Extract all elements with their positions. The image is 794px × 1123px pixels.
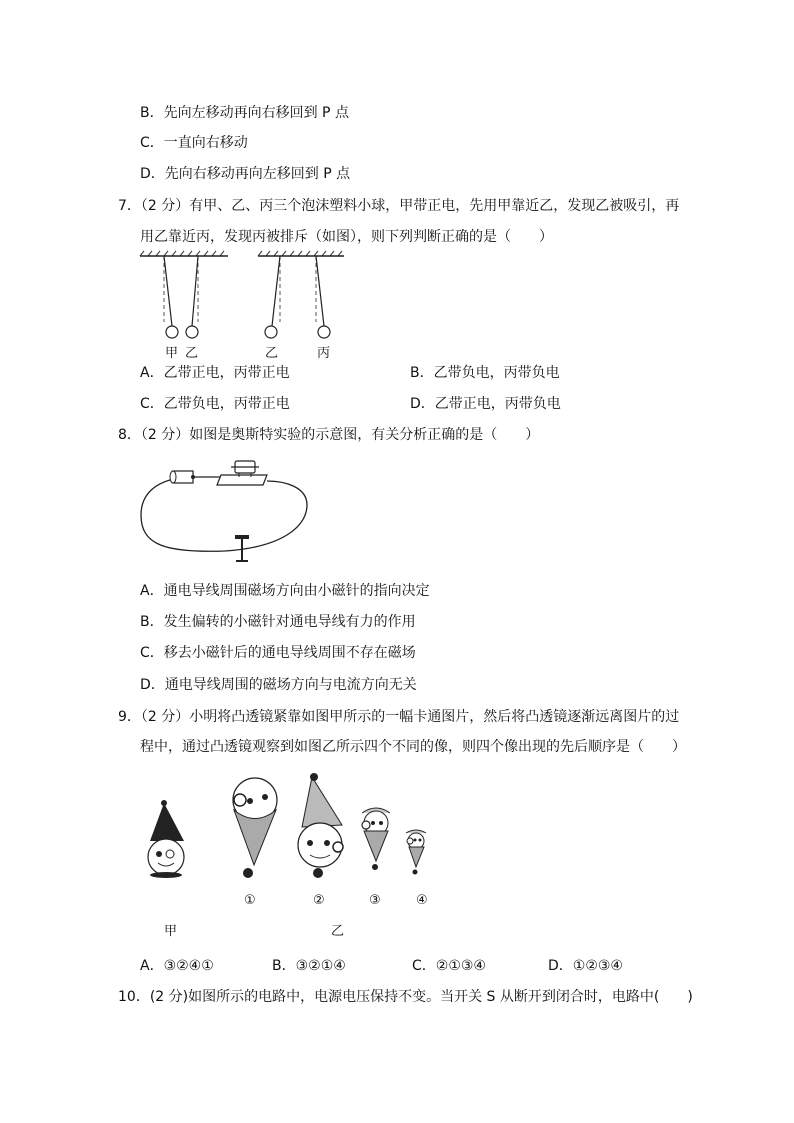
image-3 <box>362 808 390 870</box>
q7-option-b: B．乙带负电，丙带负电 <box>410 365 560 381</box>
ball-yi-right <box>265 326 277 338</box>
left-support <box>140 251 228 338</box>
q9-cartoon-figure <box>130 765 450 885</box>
q9-stem-line2: 程中，通过凸透镜观察到如图乙所示四个不同的像，则四个像出现的先后顺序是（ ） <box>140 739 686 755</box>
ball-bing <box>318 326 330 338</box>
label-yi-2: 乙 <box>265 346 279 361</box>
q9-option-b: B．③②①④ <box>272 958 346 974</box>
num-1: ① <box>244 893 256 908</box>
q6-option-b: B．先向左移动再向右移回到 P 点 <box>140 105 349 121</box>
num-2: ② <box>313 893 325 908</box>
right-support <box>258 251 344 338</box>
q6-option-c: C．一直向右移动 <box>140 135 248 151</box>
q6-option-d: D．先向右移动再向左移回到 P 点 <box>140 166 351 182</box>
num-4: ④ <box>416 893 428 908</box>
q8-option-a: A．通电导线周围磁场方向由小磁针的指向决定 <box>140 583 430 599</box>
image-2 <box>298 773 343 878</box>
ball-yi-left <box>186 326 198 338</box>
q8-option-d: D．通电导线周围的磁场方向与电流方向无关 <box>140 677 417 693</box>
cartoon-original <box>148 800 184 878</box>
label-bing: 丙 <box>317 346 331 361</box>
label-jia-figure: 甲 <box>164 924 178 939</box>
q9-option-a: A．③②④① <box>140 958 214 974</box>
q7-option-c: C．乙带负电，丙带正电 <box>140 396 290 412</box>
q9-option-c: C．②①③④ <box>412 958 486 974</box>
oersted-experiment-figure <box>135 455 315 570</box>
image-4 <box>406 830 426 875</box>
q8-option-b: B．发生偏转的小磁针对通电导线有力的作用 <box>140 614 416 630</box>
image-1 <box>233 778 277 878</box>
q9-option-d: D．①②③④ <box>548 958 623 974</box>
q7-stem-line2: 用乙靠近丙，发现丙被排斥（如图），则下列判断正确的是（ ） <box>140 229 553 245</box>
q7-option-a: A．乙带正电，丙带正电 <box>140 365 290 381</box>
label-jia: 甲 <box>165 346 179 361</box>
ball-jia <box>166 326 178 338</box>
switch-icon <box>217 461 267 485</box>
q8-stem: 8．（2 分）如图是奥斯特实验的示意图，有关分析正确的是（ ） <box>118 427 540 443</box>
q10-stem: 10．(2 分)如图所示的电路中，电源电压保持不变。当开关 S 从断开到闭合时，电路中( ) <box>118 989 693 1005</box>
q8-option-c: C．移去小磁针后的通电导线周围不存在磁场 <box>140 645 416 661</box>
label-yi-figure: 乙 <box>331 924 345 939</box>
q7-option-d: D．乙带正电，丙带负电 <box>410 396 561 412</box>
num-3: ③ <box>369 893 381 908</box>
q7-stem-line1: 7．（2 分）有甲、乙、丙三个泡沫塑料小球，甲带正电，先用甲靠近乙，发现乙被吸引，再 <box>118 198 680 214</box>
battery-icon <box>170 471 195 483</box>
label-yi-1: 乙 <box>185 346 199 361</box>
q9-stem-line1: 9．（2 分）小明将凸透镜紧靠如图甲所示的一幅卡通图片，然后将凸透镜逐渐远离图片的过 <box>118 709 680 725</box>
